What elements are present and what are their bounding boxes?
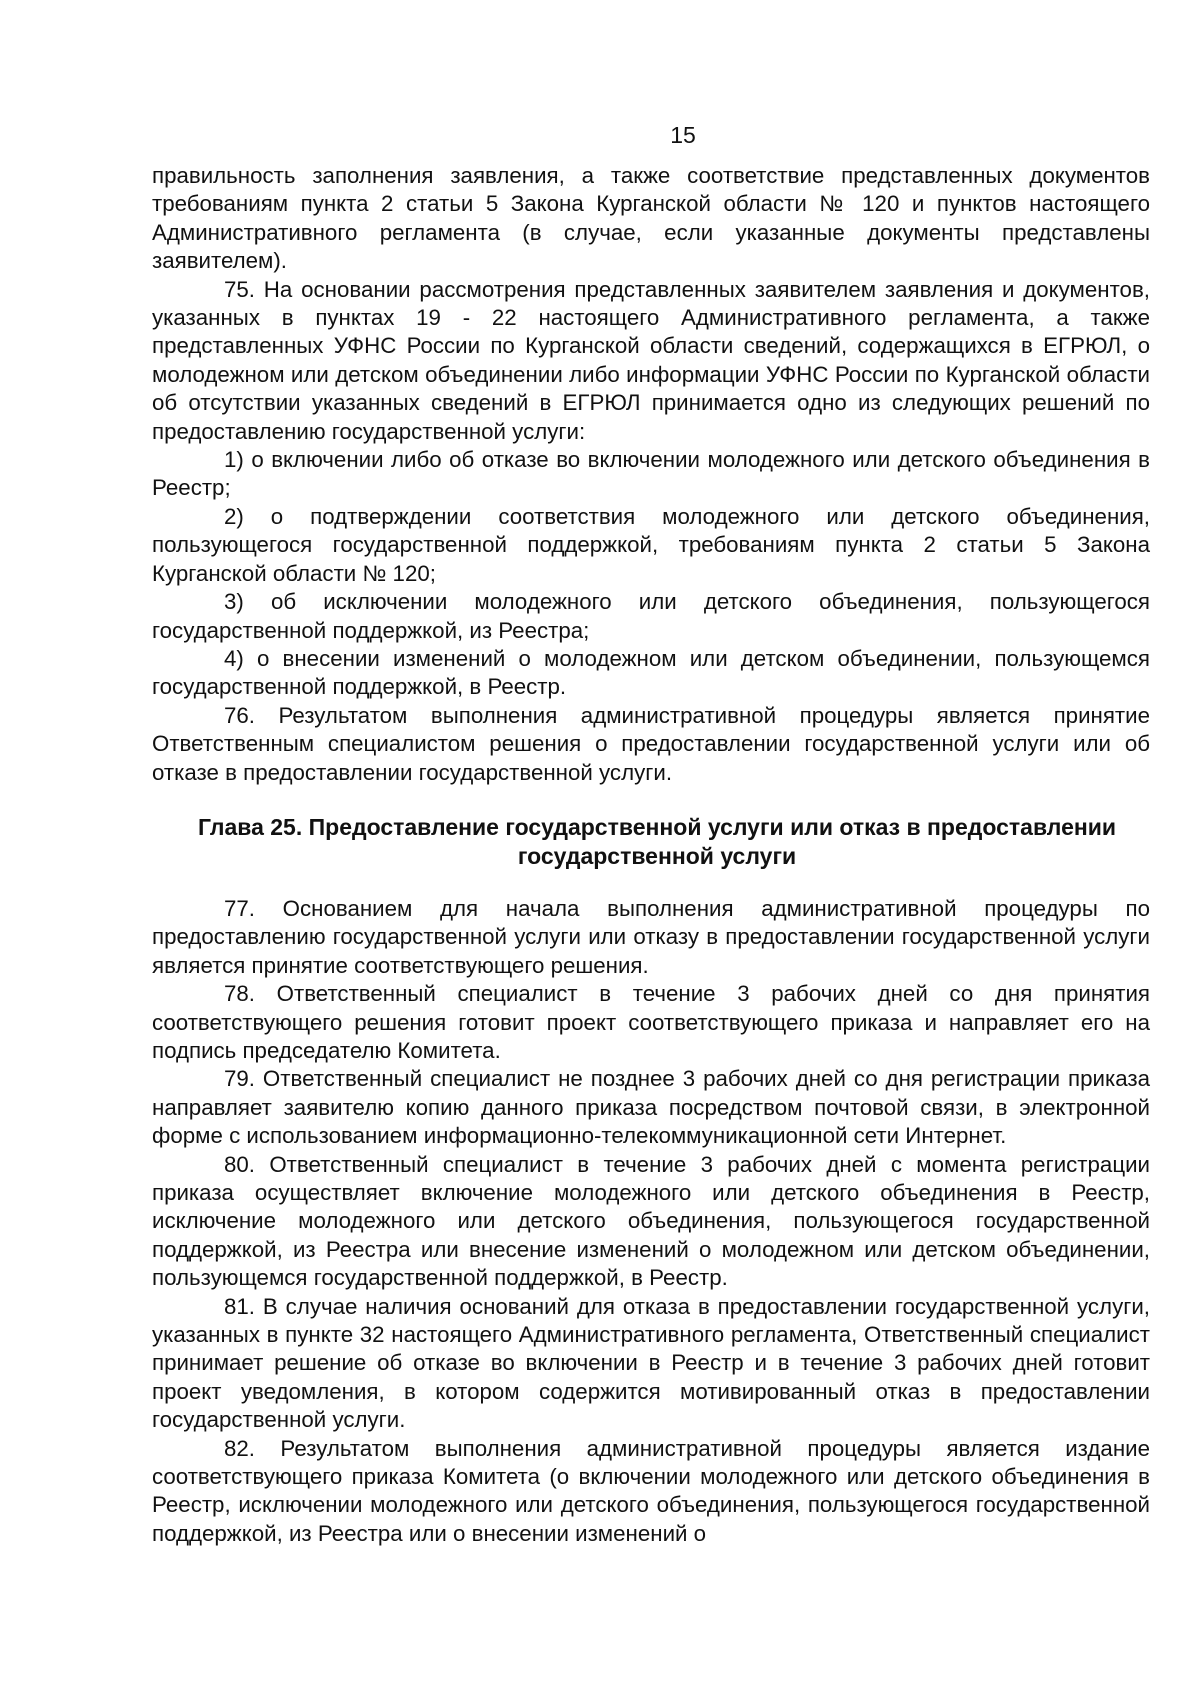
paragraph-79: 79. Ответственный специалист не позднее 3 рабочих дней со дня регистрации приказа направляет заявителю копию данного приказа посредством почтовой связи, в электронной форме с использованием информационно-телекоммуникационной сети Интернет. [152,1066,1150,1149]
chapter-heading [152,813,1150,871]
paragraph-75: 75. На основании рассмотрения представленных заявителем заявления и документов, указанных в пунктах 19 - 22 настоящего Административного регламента, а также представленных УФНС России по Курганской области сведений, содержащихся в ЕГРЮЛ, о молодежном или детском объединении либо информации УФНС России по Курганской области об отсутствии указанных сведений в ЕГРЮЛ принимается одно из следующих решений по предоставлению государственной услуги: [152,276,1150,444]
list-item-2: 2) о подтверждении соответствия молодежного или детского объединения, пользующегося государственной поддержкой, требованиям пункта 2 статьи 5 Закона Курганской области № 120; [152,503,1150,586]
list-item-3: 3) об исключении молодежного или детского объединения, пользующегося государственной поддержкой, из Реестра; [152,589,1150,643]
body-before-heading [152,162,1150,787]
chapter-heading-line-1: Глава 25. Предоставление государственной услуги или отказ в предоставлении [197,813,1117,840]
paragraph-77: 77. Основанием для начала выполнения административной процедуры по предоставлению государственной услуги или отказу в предоставлении государственной услуги является принятие соответствующего решения. [152,895,1150,978]
chapter-heading-line-2: государственной услуги [517,842,797,869]
paragraph-80: 80. Ответственный специалист в течение 3 рабочих дней с момента регистрации приказа осуществляет включение молодежного или детского объединения в Реестр, исключение молодежного или детского объединения, пользующегося государственной поддержкой, из Реестра или внесение изменений о молодежном или детском объединении, пользующемся государственной поддержкой, в Реестр. [152,1151,1150,1291]
paragraph-82: 82. Результатом выполнения административной процедуры является издание соответствующего приказа Комитета (о включении молодежного или детского объединения в Реестр, исключении молодежного или детского объединения, пользующегося государственной поддержкой, из Реестра или о внесении изменений о [152,1435,1150,1546]
paragraph-81: 81. В случае наличия оснований для отказа в предоставлении государственной услуги, указанных в пункте 32 настоящего Административного регламента, Ответственный специалист принимает решение об отказе во включении в Реестр и в течение 3 рабочих дней готовит проект уведомления, в котором содержится мотивированный отказ в предоставлении государственной услуги. [152,1293,1150,1433]
page-number: 15 [670,122,696,148]
paragraph-78: 78. Ответственный специалист в течение 3 рабочих дней со дня принятия соответствующего решения готовит проект соответствующего приказа и направляет его на подпись председателю Комитета. [152,981,1150,1063]
body-after-heading [152,895,1150,1548]
list-item-4: 4) о внесении изменений о молодежном или детском объединении, пользующемся государственной поддержкой, в Реестр. [152,645,1150,700]
list-item-1: 1) о включении либо об отказе во включении молодежного или детского объединения в Реестр; [152,447,1150,501]
paragraph-76: 76. Результатом выполнения административной процедуры является принятие Ответственным специалистом решения о предоставлении государственной услуги или об отказе в предоставлении государственной услуги. [152,702,1150,785]
paragraph-continuation: правильность заполнения заявления, а также соответствие представленных документов требованиям пункта 2 статьи 5 Закона Курганской области № 120 и пунктов настоящего Административного регламента (в случае, если указанные документы представлены заявителем). [152,163,1150,274]
document-page [152,120,1150,1548]
